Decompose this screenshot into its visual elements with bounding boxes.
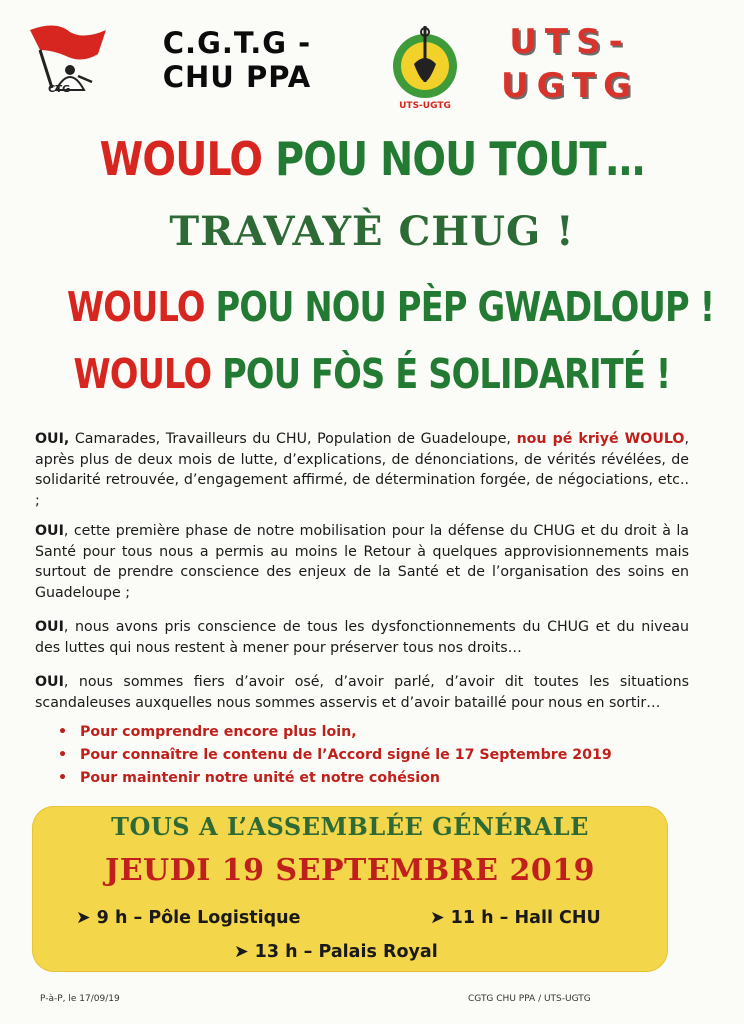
org-name-cgtg: [112, 26, 362, 94]
headline-3-green: POU NOU PÈP GWADLOUP !: [204, 283, 715, 331]
arrow-right-icon: ➤: [234, 942, 249, 962]
schedule-slot-3: [234, 942, 438, 962]
org-right-line2: UGTG: [500, 66, 640, 106]
headline-1: [52, 132, 692, 186]
headline-1-red: WOULO: [99, 132, 263, 186]
headline-4: [67, 350, 677, 398]
paragraph-3-text: , nous avons pris conscience de tous les dysfonctionnements du CHUG et du niveau des luttes qui nous restent à mener pour préserver tous nos droits…: [35, 619, 689, 656]
bullet-text: Pour maintenir notre unité et notre cohésion: [80, 770, 440, 786]
paragraph-3-lead: OUI: [35, 619, 64, 635]
paragraph-1-text-b: , après plus de deux mois de lutte, d’explications, de dénonciations, de vérités révélées, de solidarité retrouvée, d’engagement affirmé, de détermination forgée, de négociations, etc.. ;: [35, 431, 689, 509]
footer-signature: CGTG CHU PPA / UTS-UGTG: [468, 994, 591, 1004]
arrow-right-icon: ➤: [430, 908, 445, 928]
schedule-slot-2-text: 11 h – Hall CHU: [450, 908, 601, 928]
list-item: [58, 721, 612, 744]
headline-2: TRAVAYÈ CHUG !: [169, 208, 575, 255]
org-left-line1: C.G.T.G -: [162, 26, 312, 60]
paragraph-4-text: , nous sommes fiers d’avoir osé, d’avoir parlé, d’avoir dit toutes les situations scandaleuses auxquelles nous sommes asservis et d’avoir bataillé pour nous en sortir…: [35, 674, 689, 711]
footer-date: P-à-P, le 17/09/19: [40, 994, 120, 1004]
paragraph-2-lead: OUI: [35, 523, 64, 539]
paragraph-3: [35, 617, 689, 658]
headline-4-green: POU FÒS É SOLIDARITÉ !: [211, 350, 671, 398]
paragraph-1-lead: OUI,: [35, 431, 70, 447]
schedule-slot-1-text: 9 h – Pôle Logistique: [96, 908, 301, 928]
org-left-line2: CHU PPA: [162, 60, 312, 94]
assembly-title: TOUS A L’ASSEMBLÉE GÉNÉRALE: [111, 812, 589, 841]
schedule-slot-3-text: 13 h – Palais Royal: [254, 942, 438, 962]
svg-text:UTS-UGTG: UTS-UGTG: [399, 101, 451, 111]
paragraph-1-text-a: Camarades, Travailleurs du CHU, Population de Guadeloupe,: [69, 431, 517, 447]
bullet-dot-icon: •: [58, 770, 68, 786]
list-item: [58, 744, 612, 767]
list-item: [58, 767, 612, 790]
svg-text:CTG: CTG: [48, 84, 71, 94]
paragraph-2-text: , cette première phase de notre mobilisation pour la défense du CHUG et du droit à la Santé pour tous nous a permis au moins le Retour à quelques approvisionnements mais surtout de prendre conscience des enjeux de la Santé et de l’organisation des soins en Guadeloupe ;: [35, 523, 689, 601]
bullet-text: Pour connaître le contenu de l’Accord signé le 17 Septembre 2019: [80, 747, 612, 763]
assembly-date: JEUDI 19 SEPTEMBRE 2019: [105, 853, 595, 888]
headline-1-green: POU NOU TOUT…: [262, 132, 645, 186]
schedule-slot-2: [430, 908, 601, 928]
schedule-slot-1: [76, 908, 300, 928]
headline-3: [66, 283, 715, 331]
bullet-dot-icon: •: [58, 747, 68, 763]
bullet-text: Pour comprendre encore plus loin,: [80, 724, 357, 740]
paragraph-2: [35, 521, 689, 603]
paragraph-1: [35, 429, 689, 511]
headline-3-red: WOULO: [66, 283, 205, 331]
bullet-dot-icon: •: [58, 724, 68, 740]
arrow-right-icon: ➤: [76, 908, 91, 928]
headline-4-red: WOULO: [73, 350, 212, 398]
cgtg-flag-logo: [26, 20, 112, 94]
org-name-uts-ugtg: [470, 20, 670, 108]
paragraph-1-keyword: nou pé kriyé WOULO: [516, 431, 685, 447]
paragraph-4: [35, 672, 689, 713]
paragraph-4-lead: OUI: [35, 674, 64, 690]
org-right-line1: UTS-: [509, 22, 631, 62]
bullet-list: [58, 721, 612, 790]
uts-ugtg-logo: [380, 22, 470, 112]
